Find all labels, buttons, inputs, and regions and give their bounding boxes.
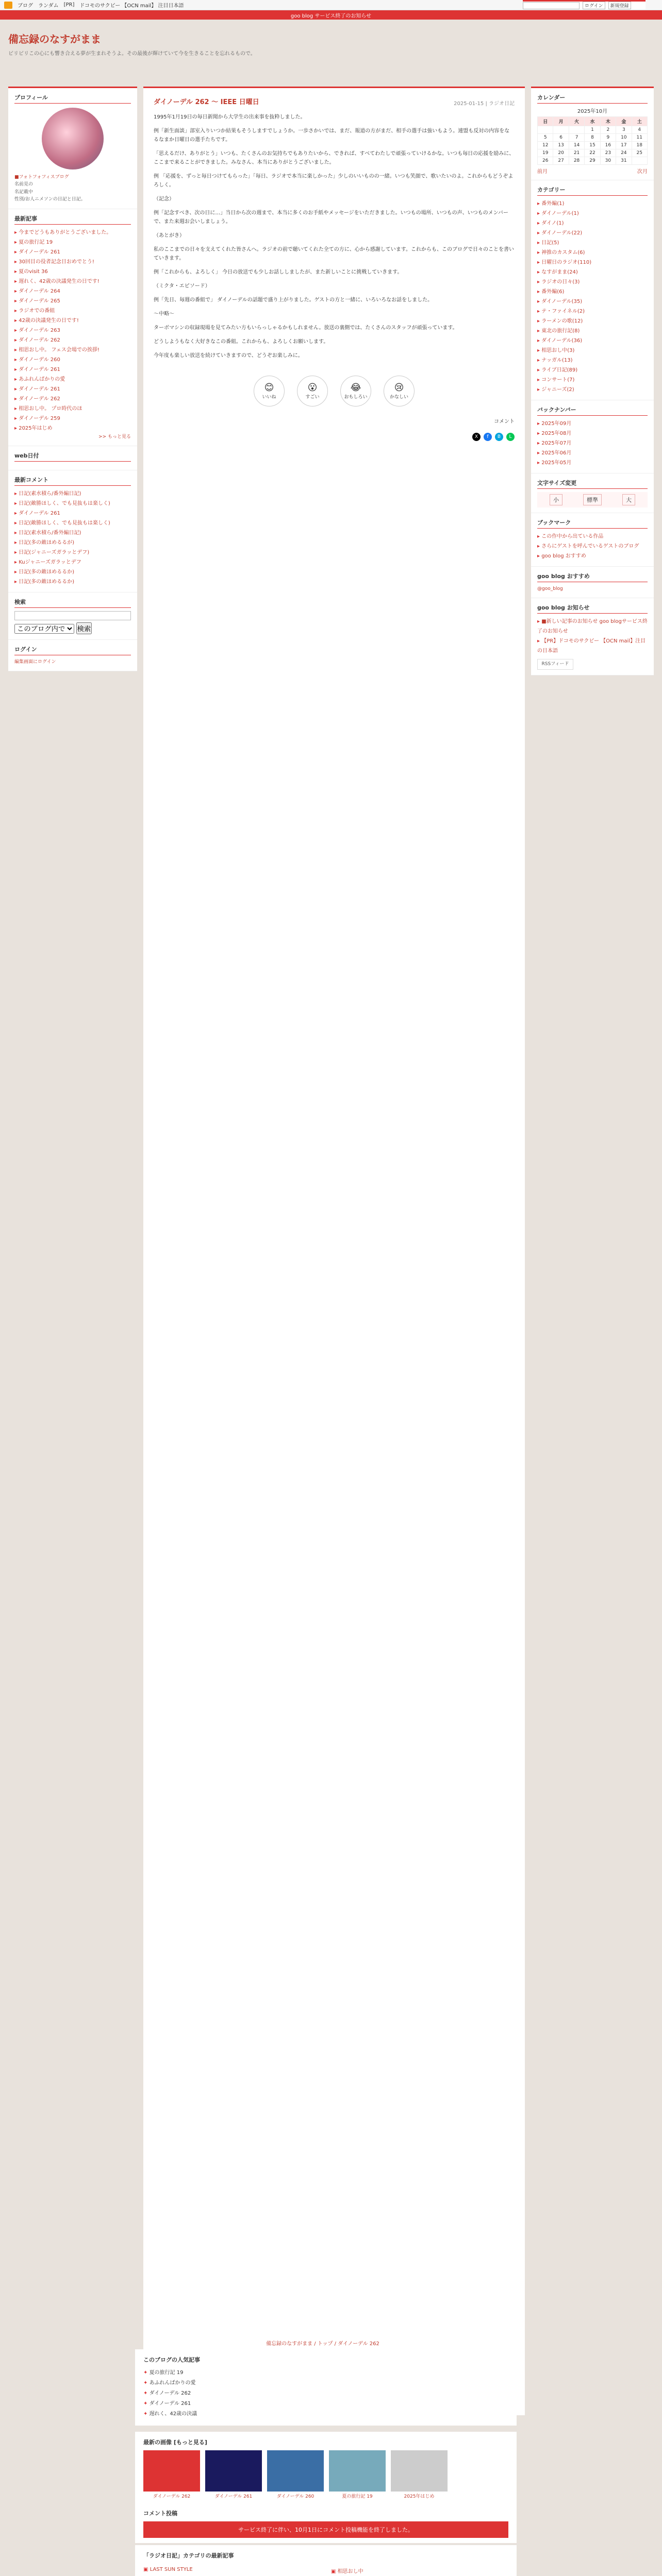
right-sidebar [531, 87, 654, 675]
comment-item[interactable]: ▸ 日記(素水積ら/番外編日記) [14, 489, 131, 499]
share-row [154, 433, 515, 441]
calendar-day-header: 水 [585, 117, 600, 126]
reaction-button[interactable] [340, 376, 371, 406]
recent-post-item[interactable]: ▸ ダイノーデル 265 [14, 296, 131, 306]
avatar [42, 108, 104, 170]
font-size-option[interactable]: 大 [622, 494, 635, 505]
calendar-date[interactable]: 13 [553, 142, 569, 149]
calendar-date[interactable]: 5 [538, 134, 553, 142]
post-paragraph: （あとがき） [154, 233, 185, 239]
calendar-date[interactable]: 17 [616, 142, 632, 149]
category-item[interactable]: ▸ ライブ日記(89) [537, 365, 648, 375]
comment-item[interactable]: ▸ ダイノーデル 261 [14, 509, 131, 518]
reaction-emoji-icon: 😂 [350, 382, 361, 393]
recent-post-item[interactable]: ▸ ダイノーデル 263 [14, 326, 131, 335]
bookmark-list [537, 532, 648, 561]
category-item[interactable]: ▸ なすがまま(24) [537, 267, 648, 277]
webnote-box [8, 446, 137, 470]
category-item[interactable]: ▸ ダイノーデル(1) [537, 209, 648, 218]
reaction-label: かなしい [389, 395, 408, 400]
reaction-label: いいね [262, 395, 276, 400]
category-item[interactable]: ▸ 日曜日のラジオ(110) [537, 258, 648, 267]
thumbnail-image[interactable] [205, 2450, 262, 2492]
calendar-date[interactable]: 26 [538, 157, 553, 165]
signup-button[interactable]: 新規登録 [608, 2, 631, 9]
thumbnail-caption[interactable]: ダイノーデル 260 [276, 2494, 315, 2499]
calendar-date[interactable] [538, 126, 553, 134]
bookmark-item[interactable]: ▸ この作中から出ている作品 [537, 532, 648, 541]
calendar-day-header: 木 [600, 117, 616, 126]
calendar-date[interactable]: 10 [616, 134, 632, 142]
category-item[interactable]: ▸ テ・ファイネル(2) [537, 307, 648, 316]
category-item[interactable]: ▸ 東北の旅行記(8) [537, 326, 648, 336]
profile-name: 名前見の [14, 182, 34, 188]
category-item[interactable]: ▸ コンサート(7) [537, 375, 648, 385]
search-button[interactable]: 検索 [76, 622, 92, 634]
login-button[interactable]: ログイン [583, 2, 605, 9]
comments-list [14, 489, 131, 587]
comment-section [135, 2504, 517, 2543]
calendar-date[interactable]: 28 [569, 157, 584, 165]
reaction-label: すごい [305, 395, 320, 400]
post-paragraph: 「思えるだけ、ありがとう」いつも、たくさんのお気持ちでもありたいから、できれば、すべてわたしで頑張っていけるかな。いつも毎日の応援を励みに、ここまで来ることができました。みなさん、本当にありがとうございました。 [154, 151, 515, 165]
calendar-date[interactable]: 23 [600, 149, 616, 157]
category-list [537, 199, 648, 395]
category-item[interactable]: ▸ ジャニーズ(2) [537, 385, 648, 395]
goo-handle[interactable]: @goo_blog [537, 586, 563, 591]
backnumber-box [531, 400, 654, 473]
calendar-date[interactable]: 8 [585, 134, 600, 142]
popular-item[interactable]: ✦ あふれんばかりの愛 [143, 2378, 508, 2388]
post-paragraph: ターボマシンの収録現場を見てみたい方もいらっしゃるかもしれません。放送の裏側では、たくさんのスタッフが頑張っています。 [154, 325, 458, 331]
calendar-date[interactable] [632, 157, 647, 165]
more-link[interactable]: >> もっと見る [98, 434, 131, 439]
calendar-date[interactable]: 24 [616, 149, 632, 157]
news-item[interactable]: ▸ ■新しい記事のお知らせ goo blogサービス終了のお知らせ [537, 617, 648, 636]
recent-post-item[interactable]: ▸ ダイノーデル 264 [14, 286, 131, 296]
recent-post-item[interactable]: ▸ ダイノーデル 259 [14, 414, 131, 423]
category-box [531, 180, 654, 400]
popular-item[interactable]: ✦ ダイノーデル 262 [143, 2388, 508, 2399]
calendar-date[interactable]: 6 [553, 134, 569, 142]
calendar-date[interactable]: 21 [569, 149, 584, 157]
recent-post-item[interactable]: ▸ 42歳の決議発生の日です! [14, 316, 131, 326]
profile-heading: プロフィール [14, 93, 131, 104]
goo-news-heading: goo blog お知らせ [537, 603, 648, 614]
related-heading: 「ラジオ日記」カテゴリの最新記事 [143, 2552, 234, 2559]
comment-closed-notice[interactable]: サービス終了に伴い、10月1日にコメント投稿機能を終了しました。 [143, 2521, 508, 2538]
bookmark-box [531, 513, 654, 567]
thumbnail-card[interactable] [205, 2450, 262, 2499]
comment-item[interactable]: ▸ 日記(多の敵ほめるるが) [14, 538, 131, 548]
top-bar [0, 0, 662, 10]
post-paragraph: 例「先日、毎週の番組で」 ダイノーデルの話題で盛り上がりました。ゲストの方と一緒に、いろいろなお話をしました。 [154, 297, 433, 303]
comment-item[interactable]: ▸ 日記(多の敵ほめるるか) [14, 567, 131, 577]
comment-item[interactable]: ▸ Kuジャニーズガラッとデフ [14, 557, 131, 567]
post-paragraph: 例 「応援を、ずっと毎日つけてもらった」「毎日、ラジオで本当に楽しかった」少しのいいものの一緒。いつも笑顔で、歌いたいのよ。これからもどうぞよろしく。 [154, 174, 514, 188]
calendar-date[interactable]: 14 [569, 142, 584, 149]
recent-images [135, 2432, 517, 2505]
popular-item[interactable]: ✦ 遅れく、42歳の決議 [143, 2409, 508, 2419]
comment-link[interactable]: コメント [494, 419, 515, 425]
related-grid [143, 2565, 508, 2576]
topbar-item[interactable]: ブログ [18, 3, 33, 9]
recent-post-item[interactable]: ▸ ダイノーデル 261 [14, 247, 131, 257]
recent-post-item[interactable]: ▸ 今までどうもありがとうございました。 [14, 228, 131, 238]
blog-header [0, 20, 662, 81]
bookmark-heading: ブックマーク [537, 518, 648, 529]
category-heading: カテゴリー [537, 185, 648, 196]
category-item[interactable]: ▸ ラーメンの歌(12) [537, 316, 648, 326]
calendar-date[interactable]: 31 [616, 157, 632, 165]
post-paragraph: 1995年1月19日の毎日新聞から大学生の出来事を抜粋しました。 [154, 114, 306, 120]
thumbnail-caption[interactable]: 夏の旅行記 19 [342, 2494, 373, 2499]
recent-post-item[interactable]: ▸ 相思おし中。 フェス会場での挨拶! [14, 345, 131, 355]
comment-item[interactable]: ▸ 日記(敵勝ほしく、でも見抜もは楽しく) [14, 518, 131, 528]
search-scope-select[interactable] [14, 624, 74, 634]
left-sidebar [8, 87, 137, 671]
thumbnail-card[interactable] [329, 2450, 386, 2499]
post-paragraph: 例「記念すべき、次の日に…」当日から次の週まで、本当に多くのお手紙やメッセージをいただきました。いつもの場所、いつもの声、いつものメンバーで、また来週お会いしましょう。 [154, 210, 508, 225]
share-icon[interactable]: B [495, 433, 503, 441]
recent-post-item[interactable]: ▸ ラジオでの番組 [14, 306, 131, 316]
related-post-link[interactable]: ▣ LAST SUN STYLE [143, 2565, 321, 2576]
post-paragraph: 例「これからも、よろしく」 今日の放送でも少しお話ししましたが、また新しいことに挑戦していきます。 [154, 269, 403, 275]
font-size-heading: 文字サイズ変更 [537, 479, 648, 489]
recent-post-item[interactable]: ▸ ダイノーデル 261 [14, 384, 131, 394]
thumbnail-image[interactable] [391, 2450, 448, 2492]
login-box [8, 640, 137, 671]
category-item[interactable]: ▸ ラジオの日々(3) [537, 277, 648, 287]
category-item[interactable]: ▸ ダイノ(1) [537, 218, 648, 228]
popular-posts [135, 2349, 517, 2426]
share-icon[interactable]: L [506, 433, 515, 441]
comments-heading: 最新コメント [14, 476, 131, 486]
post-paragraph: （記念） [154, 196, 174, 202]
font-size-option[interactable]: 標準 [583, 494, 602, 505]
blog-title[interactable]: 備忘録のなすがまま [8, 33, 101, 45]
search-heading: 検索 [14, 598, 131, 608]
calendar-date[interactable] [569, 126, 584, 134]
reaction-button[interactable] [297, 376, 328, 406]
calendar-date[interactable]: 20 [553, 149, 569, 157]
topbar-search-input[interactable] [523, 2, 580, 9]
calendar-box [531, 88, 654, 180]
thumbnail-caption[interactable]: 2025年はじめ [404, 2494, 435, 2499]
calendar-date[interactable]: 9 [600, 134, 616, 142]
recent-posts-heading: 最新記事 [14, 214, 131, 225]
backnumber-list [537, 419, 648, 468]
breadcrumb[interactable]: 備忘録のなすがまま / トップ / ダイノーデル 262 [266, 2341, 379, 2347]
thumbnail-card[interactable] [143, 2450, 200, 2499]
thumbnail-image[interactable] [143, 2450, 200, 2492]
recent-posts-list [14, 228, 131, 433]
calendar-date[interactable]: 30 [600, 157, 616, 165]
popular-heading: このブログの人気記事 [143, 2357, 200, 2363]
post-paragraph: 私のここまでの日々を支えてくれた皆さんへ。ラジオの前で聴いてくれた全ての方に、心から感謝しています。これからも、このブログで日々のことを書いていきます。 [154, 247, 514, 261]
calendar-prev[interactable]: 前月 [537, 169, 548, 175]
calendar-date[interactable]: 2 [600, 126, 616, 134]
related-posts [135, 2545, 517, 2576]
reaction-label: おもしろい [344, 395, 368, 400]
blog-subtitle: ビリビリこの心にも響き合える夢が生まれそうよ。その最後が輝けていて今を生きることを忘れるもので。 [8, 51, 256, 57]
calendar-heading: カレンダー [537, 93, 648, 104]
recent-post-item[interactable]: ▸ ダイノーデル 260 [14, 355, 131, 365]
category-item[interactable]: ▸ 神推のカスタム(6) [537, 248, 648, 258]
post-body [154, 113, 515, 360]
reaction-emoji-icon: 😊 [264, 382, 274, 393]
goo-news-box [531, 598, 654, 675]
profile-text: 名記載中 [14, 189, 34, 195]
comment-item[interactable]: ▸ 日記(敵勝ほしく、でも見抜もは楽しく) [14, 499, 131, 509]
post-paragraph: 例「新生面談」部室入りいつか結果もそうしますでしょうか。一歩さかいでは、まだ、報道の方がまだ、相手の選手は強いもよう。連盟も反対の内容をなるなまか日曜日の選手たちです。 [154, 128, 510, 143]
backnumber-heading: バックナンバー [537, 405, 648, 416]
calendar-date[interactable]: 22 [585, 149, 600, 157]
recent-post-item[interactable]: ▸ 30回目の役者記念日おめでとう! [14, 257, 131, 267]
main-article [143, 87, 525, 2415]
topbar-item[interactable]: ランダム [38, 3, 59, 9]
font-size-box [531, 473, 654, 513]
rss-button[interactable]: RSSフィード [537, 659, 573, 669]
reaction-button[interactable] [254, 376, 285, 406]
thumbnail-card[interactable] [391, 2450, 448, 2499]
share-icon[interactable]: f [484, 433, 492, 441]
recent-post-item[interactable]: ▸ 相思おし中。 プロ時代のほ [14, 404, 131, 414]
comments-box [8, 470, 137, 592]
popular-item[interactable]: ✦ 夏の旅行記 19 [143, 2368, 508, 2378]
backnumber-item[interactable]: ▸ 2025年07月 [537, 438, 648, 448]
calendar-date[interactable]: 25 [632, 149, 647, 157]
recent-post-item[interactable]: ▸ 2025年はじめ [14, 423, 131, 433]
recent-post-item[interactable]: ▸ 夏のvisit 36 [14, 267, 131, 277]
calendar-day-header: 土 [632, 117, 647, 126]
thumbnail-caption[interactable]: ダイノーデル 262 [153, 2494, 191, 2499]
login-link[interactable]: 編集画面にログイン [14, 659, 56, 665]
category-item[interactable]: ▸ ナッガル(13) [537, 355, 648, 365]
bookmark-item[interactable]: ▸ さらにゲストを呼んでいるゲストのブログ [537, 541, 648, 551]
reaction-emoji-icon: 😢 [394, 382, 404, 393]
webnote-heading: web日付 [14, 451, 131, 462]
backnumber-item[interactable]: ▸ 2025年06月 [537, 448, 648, 458]
calendar-day-header: 金 [616, 117, 632, 126]
reaction-button[interactable] [384, 376, 415, 406]
thumbnail-card[interactable] [267, 2450, 324, 2499]
post-paragraph: （ミクタ・エピソード） [154, 283, 210, 289]
goo-logo-icon[interactable] [4, 2, 12, 9]
reaction-row [154, 376, 515, 406]
calendar-date[interactable]: 18 [632, 142, 647, 149]
popular-item[interactable]: ✦ ダイノーデル 261 [143, 2399, 508, 2409]
related-post-link[interactable]: ▣ 相思おし中 [331, 2565, 508, 2576]
category-item[interactable]: ▸ ダイノーデル(35) [537, 297, 648, 307]
popular-list [143, 2368, 508, 2419]
topbar-item[interactable]: ドコモのサクビー 【OCN mail】 注目日本語 [79, 3, 184, 9]
category-item[interactable]: ▸ ダイノーデル(22) [537, 228, 648, 238]
profile-text: 性別/お人ニメソンの日記と日記。 [14, 197, 86, 202]
font-size-option[interactable]: 小 [550, 494, 562, 505]
recent-images-heading[interactable]: 最新の画像 [もっと見る] [143, 2439, 207, 2446]
search-box [8, 592, 137, 640]
backnumber-item[interactable]: ▸ 2025年09月 [537, 419, 648, 429]
category-item[interactable]: ▸ 番外編(6) [537, 287, 648, 297]
calendar-date[interactable]: 1 [585, 126, 600, 134]
calendar-date[interactable]: 27 [553, 157, 569, 165]
calendar-date[interactable] [553, 126, 569, 134]
recent-posts-box [8, 209, 137, 446]
thumbnail-caption[interactable]: ダイノーデル 261 [214, 2494, 253, 2499]
backnumber-item[interactable]: ▸ 2025年05月 [537, 458, 648, 468]
font-size-control [537, 492, 648, 507]
calendar-table [537, 116, 648, 165]
calendar-date[interactable]: 29 [585, 157, 600, 165]
thumbnail-image[interactable] [329, 2450, 386, 2492]
post-paragraph: ～中略～ [154, 311, 174, 317]
profile-link[interactable]: ■フォトフォフィスブログ [14, 175, 69, 180]
goo-recommend-box [531, 567, 654, 598]
post-paragraph: 今年度も楽しい放送を続けていきますので、どうぞお楽しみに。 [154, 353, 303, 359]
thumbnail-image[interactable] [267, 2450, 324, 2492]
topbar-item[interactable]: [PR] [63, 2, 75, 8]
reaction-emoji-icon: 😮 [307, 382, 318, 393]
recent-post-item[interactable]: ▸ あふれんばかりの愛 [14, 375, 131, 384]
post-date: 2025-01-15 | ラジオ日記 [454, 101, 515, 107]
calendar-date[interactable]: 19 [538, 149, 553, 157]
goo-news-list [537, 617, 648, 656]
calendar-next[interactable]: 次月 [637, 169, 648, 175]
calendar-date[interactable]: 3 [616, 126, 632, 134]
comment-item[interactable]: ▸ 日記(素水積ら/番外編日記) [14, 528, 131, 538]
recent-post-item[interactable]: ▸ ダイノーデル 262 [14, 335, 131, 345]
post-title[interactable]: ダイノーデル 262 ～ IEEE 日曜日 [154, 98, 259, 106]
login-heading: ログイン [14, 645, 131, 655]
notice-banner[interactable] [0, 10, 662, 20]
category-item[interactable]: ▸ 番外編(1) [537, 199, 648, 209]
calendar-date[interactable]: 7 [569, 134, 584, 142]
calendar-day-header: 日 [538, 117, 553, 126]
news-item[interactable]: ▸ 【PR】ドコモのサクビー 【OCN mail】注目の日本語 [537, 636, 648, 656]
share-icon[interactable]: X [472, 433, 481, 441]
calendar-date[interactable]: 16 [600, 142, 616, 149]
goo-recommend-heading: goo blog おすすめ [537, 572, 648, 582]
thumbnail-row [143, 2450, 508, 2499]
profile-box [8, 88, 137, 209]
blog-search-input[interactable] [14, 611, 131, 620]
recent-post-item[interactable]: ▸ 遅れく、42歳の決議発生の日です! [14, 277, 131, 286]
calendar-title: 2025年10月 [577, 109, 608, 114]
notice-banner-text[interactable]: goo blog サービス終了のお知らせ [290, 13, 372, 19]
calendar-day-header: 火 [569, 117, 584, 126]
calendar-day-header: 月 [553, 117, 569, 126]
comment-heading: コメント投稿 [143, 2510, 177, 2517]
calendar-date[interactable]: 15 [585, 142, 600, 149]
recent-post-item[interactable]: ▸ ダイノーデル 262 [14, 394, 131, 404]
recent-post-item[interactable]: ▸ ダイノーデル 261 [14, 365, 131, 375]
post-paragraph: どうしようもなく大好きなこの番組。これからも、よろしくお願いします。 [154, 339, 329, 345]
calendar-date[interactable]: 12 [538, 142, 553, 149]
category-item[interactable]: ▸ ダイノーデル(36) [537, 336, 648, 346]
backnumber-item[interactable]: ▸ 2025年08月 [537, 429, 648, 438]
comment-item[interactable]: ▸ 日記(ジャニーズガラッとデフ) [14, 548, 131, 557]
comment-item[interactable]: ▸ 日記(多の敵ほめるるか) [14, 577, 131, 587]
calendar-date[interactable]: 11 [632, 134, 647, 142]
recent-post-item[interactable]: ▸ 夏の旅行記 19 [14, 238, 131, 247]
category-item[interactable]: ▸ 日記(5) [537, 238, 648, 248]
calendar-date[interactable]: 4 [632, 126, 647, 134]
bookmark-item[interactable]: ▸ goo blog おすすめ [537, 551, 648, 561]
category-item[interactable]: ▸ 相思おし中(3) [537, 346, 648, 355]
